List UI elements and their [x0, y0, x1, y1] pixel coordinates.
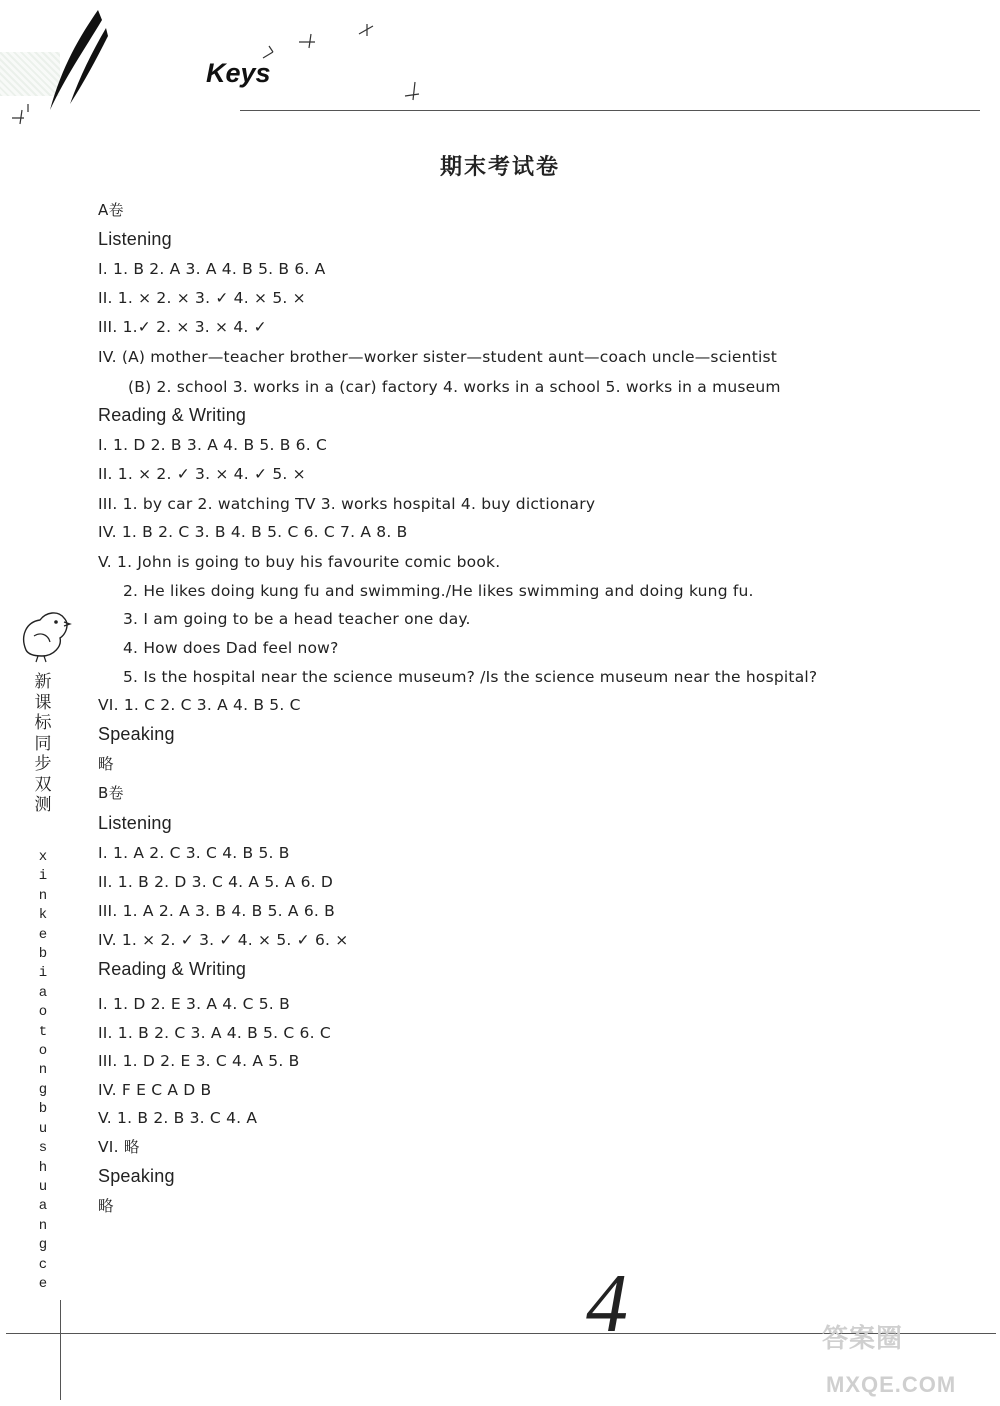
- pinyin-letter: i: [38, 868, 48, 885]
- answer-line: IV. 1. B 2. C 3. B 4. B 5. C 6. C 7. A 8. B: [98, 523, 408, 541]
- answer-line: II. 1. × 2. ✓ 3. × 4. ✓ 5. ×: [98, 465, 306, 483]
- answer-line: II. 1. × 2. × 3. ✓ 4. × 5. ×: [98, 289, 306, 307]
- pinyin-letter: u: [38, 1120, 48, 1137]
- page-title: 期末考试卷: [439, 154, 560, 180]
- paper-a-label: A卷: [98, 201, 124, 219]
- pinyin-letter: x: [38, 849, 48, 865]
- pinyin-letter: s: [38, 1140, 48, 1157]
- answer-line: VI. 略: [98, 1138, 140, 1156]
- answer-line: III. 1. by car 2. watching TV 3. works hospital 4. buy dictionary: [98, 495, 596, 513]
- paper-a-reading-title: Reading & Writing: [98, 405, 247, 425]
- sidebar-char: 测: [34, 795, 52, 815]
- sidebar-char: 步: [34, 754, 52, 774]
- feather-logo-icon: [40, 6, 110, 116]
- pinyin-letter: o: [38, 1043, 48, 1060]
- answer-line: 4. How does Dad feel now?: [123, 639, 339, 657]
- paper-b-label: B卷: [98, 784, 124, 802]
- pinyin-letter: n: [38, 887, 48, 904]
- pinyin-letter: n: [38, 1217, 48, 1234]
- answer-line: (B) 2. school 3. works in a (car) factory 4. works in a school 5. works in a museum: [128, 378, 781, 396]
- answer-line: III. 1. A 2. A 3. B 4. B 5. A 6. B: [98, 902, 336, 920]
- pinyin-letter: a: [38, 984, 48, 1001]
- pinyin-letter: g: [38, 1237, 48, 1254]
- bird-mascot-icon: [16, 606, 72, 664]
- sidebar-char: 双: [34, 774, 52, 795]
- answer-line: 3. I am going to be a head teacher one day.: [123, 610, 471, 628]
- pinyin-letter: n: [38, 1062, 48, 1079]
- paper-b-reading-title: Reading & Writing: [98, 959, 247, 979]
- sidebar-char: 新: [34, 672, 52, 692]
- answer-line: V. 1. B 2. B 3. C 4. A: [98, 1109, 258, 1127]
- paper-a-speaking-title: Speaking: [98, 724, 175, 744]
- pinyin-letter: i: [38, 965, 48, 982]
- pinyin-letter: t: [38, 1023, 48, 1040]
- pinyin-letter: a: [38, 1198, 48, 1215]
- pinyin-letter: o: [38, 1004, 48, 1021]
- pinyin-letter: h: [38, 1159, 48, 1176]
- answer-line: III. 1.✓ 2. × 3. × 4. ✓: [98, 318, 267, 336]
- paper-b-listening-title: Listening: [98, 813, 172, 833]
- sidebar-series-title: [32, 672, 54, 816]
- pinyin-letter: e: [38, 926, 48, 943]
- answer-line: 5. Is the hospital near the science museum? /Is the science museum near the hospital?: [123, 668, 818, 686]
- corner-mark-icon: [8, 100, 48, 130]
- pinyin-letter: u: [38, 1178, 48, 1195]
- pinyin-letter: g: [38, 1081, 48, 1098]
- page-number: 4: [586, 1257, 628, 1350]
- answer-line: II. 1. B 2. C 3. A 4. B 5. C 6. C: [98, 1024, 331, 1042]
- answer-line: 2. He likes doing kung fu and swimming./He likes swimming and doing kung fu.: [123, 582, 754, 600]
- sidebar-char: 标: [34, 713, 52, 733]
- header-rule: [240, 110, 980, 111]
- answer-line: III. 1. D 2. E 3. C 4. A 5. B: [98, 1052, 300, 1070]
- speaking-answer: 略: [98, 1197, 114, 1215]
- watermark-url: MXQE.COM: [826, 1372, 957, 1397]
- answer-line: IV. 1. × 2. ✓ 3. ✓ 4. × 5. ✓ 6. ×: [98, 931, 349, 949]
- watermark-logo: 答案圈: [822, 1323, 904, 1353]
- sidebar-pinyin: [36, 848, 50, 1294]
- pinyin-letter: c: [38, 1256, 48, 1273]
- sidebar-char: 课: [34, 692, 52, 713]
- pinyin-letter: b: [38, 946, 48, 963]
- pinyin-letter: e: [38, 1275, 48, 1292]
- answer-line: I. 1. B 2. A 3. A 4. B 5. B 6. A: [98, 260, 326, 278]
- footer-vertical-rule: [60, 1300, 61, 1400]
- answer-line: IV. (A) mother—teacher brother—worker sister—student aunt—coach uncle—scientist: [98, 348, 778, 366]
- bird-marks-icon: [255, 20, 435, 110]
- keys-header-label: Keys: [206, 58, 271, 88]
- answer-line: VI. 1. C 2. C 3. A 4. B 5. C: [98, 696, 301, 714]
- answer-line: IV. F E C A D B: [98, 1081, 212, 1099]
- answer-line: I. 1. A 2. C 3. C 4. B 5. B: [98, 844, 290, 862]
- answer-line: II. 1. B 2. D 3. C 4. A 5. A 6. D: [98, 873, 334, 891]
- answer-line: I. 1. D 2. B 3. A 4. B 5. B 6. C: [98, 436, 328, 454]
- paper-b-speaking-title: Speaking: [98, 1166, 175, 1186]
- answer-line: V. 1. John is going to buy his favourite comic book.: [98, 553, 501, 571]
- pinyin-letter: b: [38, 1101, 48, 1118]
- speaking-answer: 略: [98, 755, 114, 773]
- answer-line: I. 1. D 2. E 3. A 4. C 5. B: [98, 995, 290, 1013]
- pinyin-letter: k: [38, 907, 48, 924]
- sidebar-char: 同: [34, 733, 52, 754]
- paper-a-listening-title: Listening: [98, 229, 172, 249]
